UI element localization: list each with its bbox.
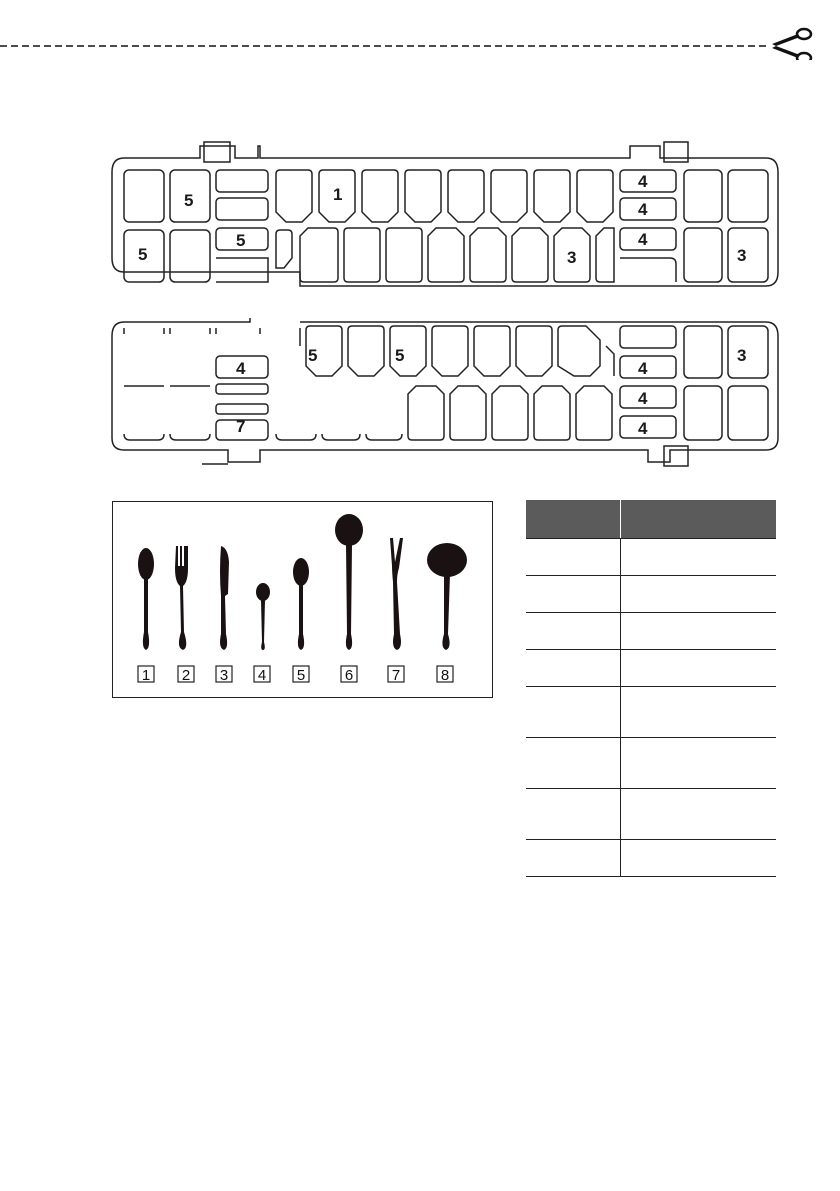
cutlery-table (526, 500, 776, 877)
table-row (526, 840, 776, 877)
cut-line (0, 0, 840, 60)
scissors-icon (772, 29, 811, 60)
serving-fork-icon (390, 538, 403, 650)
tray-top-label: 4 (638, 230, 648, 249)
table-cell (526, 539, 621, 576)
table-header-cell (526, 500, 621, 539)
legend-number: 3 (219, 667, 229, 684)
tray-bottom-label: 5 (308, 346, 318, 365)
cutlery-tray-top (110, 140, 780, 300)
table-row (526, 738, 776, 789)
tray-top-label: 5 (236, 231, 246, 250)
tablespoon-icon (138, 548, 154, 650)
table-cell (526, 613, 621, 650)
legend-number: 6 (344, 667, 354, 684)
tray-top-label: 5 (138, 245, 148, 264)
table-cell (621, 840, 777, 877)
tray-bottom-label: 4 (638, 359, 648, 378)
table-cell (526, 789, 621, 840)
legend-number: 2 (181, 667, 191, 684)
table-cell (526, 738, 621, 789)
tray-top-label: 4 (638, 172, 648, 191)
legend-number: 4 (257, 667, 267, 684)
table-row (526, 687, 776, 738)
tray-top-label: 4 (638, 200, 648, 219)
dessert-spoon-icon (293, 558, 309, 650)
table-row (526, 613, 776, 650)
table-row (526, 539, 776, 576)
serving-spoon-icon (335, 514, 363, 650)
coffee-spoon-icon (256, 583, 270, 650)
table-cell (621, 576, 777, 613)
table-cell (621, 650, 777, 687)
tray-bottom-label: 5 (395, 346, 405, 365)
fork-icon (175, 546, 188, 650)
knife-icon (220, 546, 229, 650)
table-row (526, 650, 776, 687)
table-header-cell (621, 500, 777, 539)
legend-number: 1 (141, 667, 151, 684)
table-cell (526, 840, 621, 877)
tray-top-label: 1 (333, 185, 343, 204)
tray-bottom-label: 4 (638, 389, 648, 408)
table-cell (621, 539, 777, 576)
tray-bottom-label: 7 (236, 417, 246, 436)
tray-bottom-label: 4 (236, 359, 246, 378)
tray-top-label: 5 (184, 191, 194, 210)
legend-number: 7 (391, 667, 401, 684)
table-row (526, 789, 776, 840)
table-cell (526, 576, 621, 613)
tray-top-label: 3 (737, 246, 747, 265)
ladle-icon (427, 543, 467, 650)
tray-bottom-label: 3 (737, 346, 747, 365)
table-row (526, 576, 776, 613)
table-cell (526, 687, 621, 738)
table-header-row (526, 500, 776, 539)
table-cell (526, 650, 621, 687)
legend-number: 8 (440, 667, 450, 684)
table-cell (621, 738, 777, 789)
table-cell (621, 687, 777, 738)
table-cell (621, 613, 777, 650)
cutlery-legend (112, 501, 493, 698)
tray-bottom-label: 4 (638, 419, 648, 438)
table-cell (621, 789, 777, 840)
tray-top-label: 3 (567, 248, 577, 267)
legend-number: 5 (296, 667, 306, 684)
cutlery-tray-bottom (110, 316, 780, 470)
